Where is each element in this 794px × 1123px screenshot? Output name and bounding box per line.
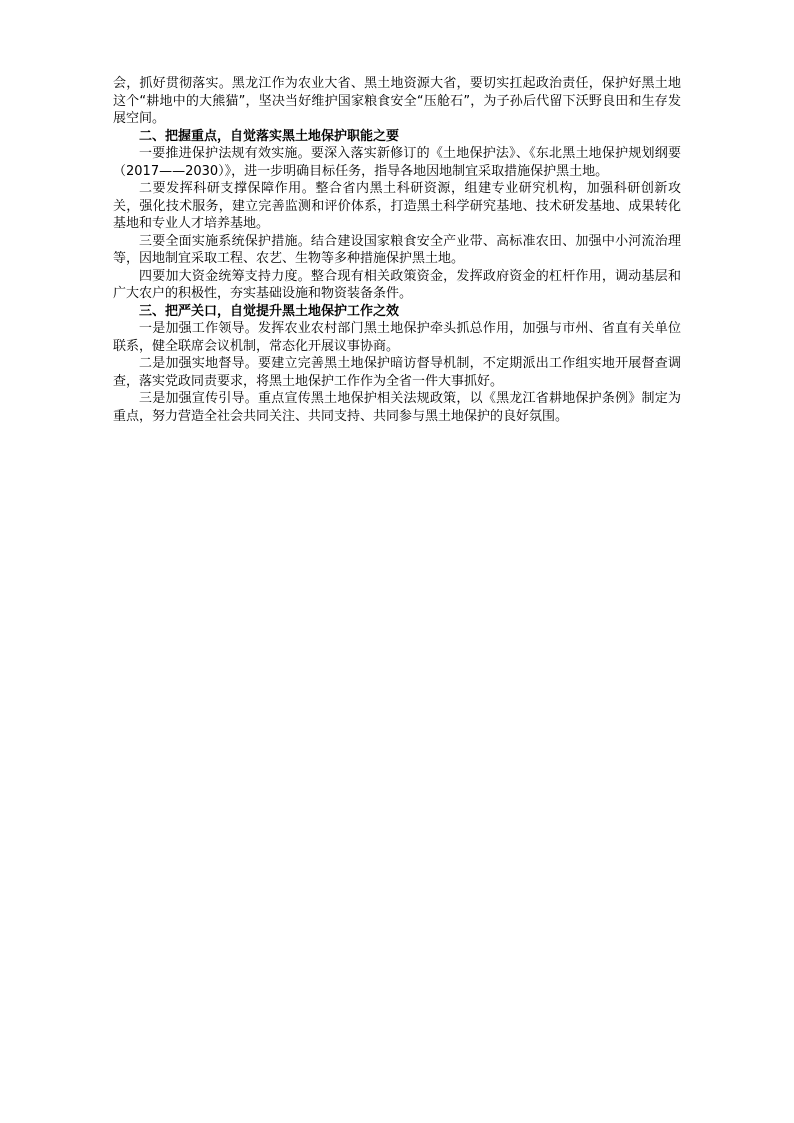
section-2-paragraph-2: 二要发挥科研支撑保障作用。整合省内黑土科研资源，组建专业研究机构，加强科研创新攻关，强化技术服务，建立完善监测和评价体系，打造黑土科学研究基地、技术研发基地、成果转化基地和专业人才培养基地。 bbox=[113, 181, 681, 231]
document-body bbox=[113, 75, 681, 425]
section-3-heading: 三、把严关口，自觉提升黑土地保护工作之效 bbox=[139, 303, 400, 319]
section-2-paragraph-1: 一要推进保护法规有效实施。要深入落实新修订的《土地保护法》、《东北黑土地保护规划纲要（2017——2030）》，进一步明确目标任务，指导各地因地制宜采取措施保护黑土地。 bbox=[113, 146, 681, 179]
section-3-paragraph-1: 一是加强工作领导。发挥农业农村部门黑土地保护牵头抓总作用，加强与市州、省直有关单位联系，健全联席会议机制，常态化开展议事协商。 bbox=[113, 321, 681, 354]
section-2-heading: 二、把握重点，自觉落实黑土地保护职能之要 bbox=[139, 128, 400, 144]
intro-paragraph: 会，抓好贯彻落实。黑龙江作为农业大省、黑土地资源大省，要切实扛起政治责任，保护好黑土地这个“耕地中的大熊猫”，坚决当好维护国家粮食安全“压舱石”，为子孙后代留下沃野良田和生存发展空间。 bbox=[113, 76, 681, 126]
section-2-paragraph-4: 四要加大资金统筹支持力度。整合现有相关政策资金，发挥政府资金的杠杆作用，调动基层和广大农户的积极性，夯实基础设施和物资装备条件。 bbox=[113, 268, 681, 301]
section-2-paragraph-3: 三要全面实施系统保护措施。结合建设国家粮食安全产业带、高标准农田、加强中小河流治理等，因地制宜采取工程、农艺、生物等多种措施保护黑土地。 bbox=[113, 233, 681, 266]
section-3-paragraph-2: 二是加强实地督导。要建立完善黑土地保护暗访督导机制，不定期派出工作组实地开展督查调查，落实党政同责要求，将黑土地保护工作作为全省一件大事抓好。 bbox=[113, 356, 681, 389]
section-3-paragraph-3: 三是加强宣传引导。重点宣传黑土地保护相关法规政策，以《黑龙江省耕地保护条例》制定为重点，努力营造全社会共同关注、共同支持、共同参与黑土地保护的良好氛围。 bbox=[113, 391, 681, 424]
